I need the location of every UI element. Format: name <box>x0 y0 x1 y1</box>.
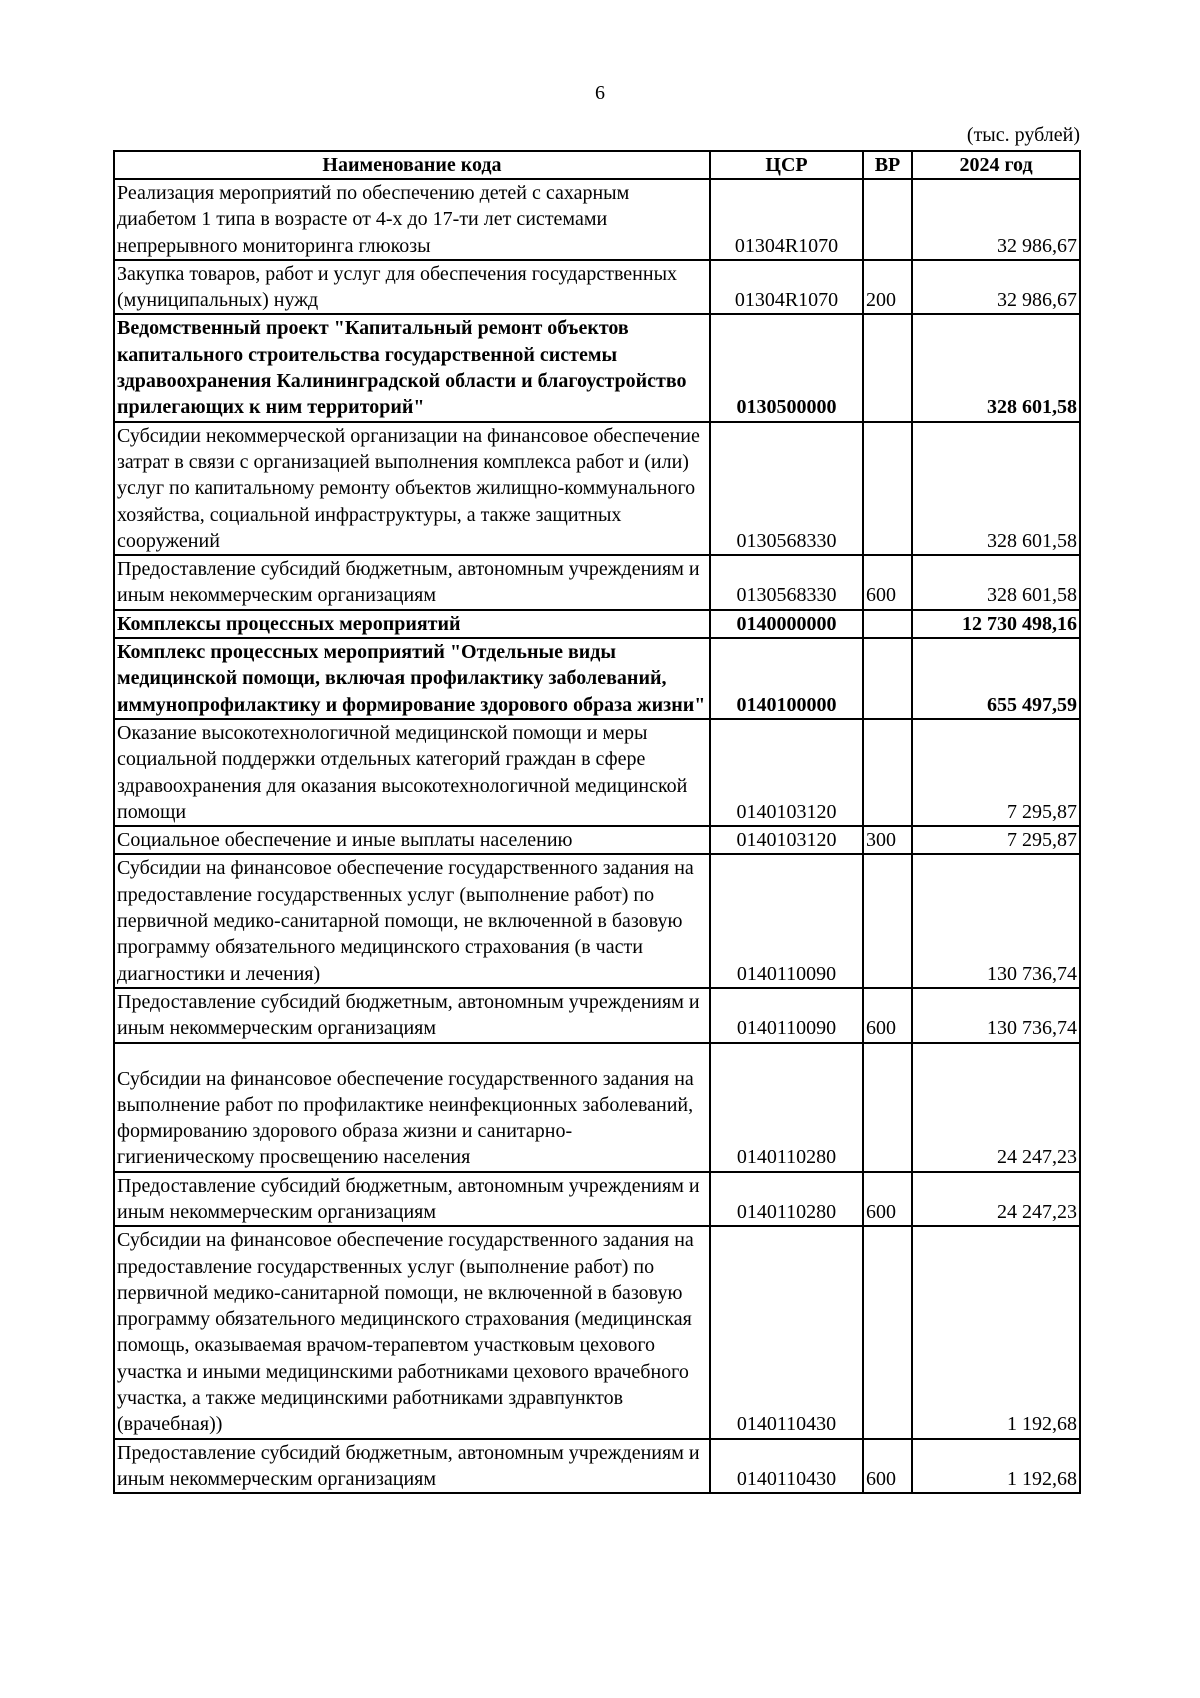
cell-vr: 600 <box>863 1172 912 1227</box>
cell-sum: 328 601,58 <box>912 422 1080 555</box>
cell-name: Социальное обеспечение и иные выплаты населению <box>114 826 710 854</box>
cell-vr: 200 <box>863 260 912 315</box>
cell-sum: 12 730 498,16 <box>912 610 1080 638</box>
table-row <box>114 260 1080 315</box>
table-header-row <box>114 151 1080 179</box>
cell-csr: 0140100000 <box>710 638 863 719</box>
cell-sum: 32 986,67 <box>912 260 1080 315</box>
header-csr: ЦСР <box>710 151 863 179</box>
cell-sum: 24 247,23 <box>912 1043 1080 1172</box>
table-row <box>114 988 1080 1043</box>
cell-name: Субсидии на финансовое обеспечение государственного задания на предоставление государственных услуг (выполнение работ) по первичной медико-санитарной помощи, не включенной в базовую программу обязательного медицинского страхования (в части диагностики и лечения) <box>114 854 710 987</box>
cell-vr: 600 <box>863 555 912 610</box>
cell-name: Предоставление субсидий бюджетным, автономным учреждениям и иным некоммерческим организациям <box>114 988 710 1043</box>
cell-name: Предоставление субсидий бюджетным, автономным учреждениям и иным некоммерческим организациям <box>114 1172 710 1227</box>
cell-csr: 0140110280 <box>710 1043 863 1172</box>
table-row <box>114 1226 1080 1438</box>
table-row <box>114 826 1080 854</box>
budget-table <box>113 150 1081 1494</box>
cell-csr: 0140110280 <box>710 1172 863 1227</box>
table-row <box>114 1043 1080 1172</box>
table-row <box>114 1172 1080 1227</box>
cell-name: Реализация мероприятий по обеспечению детей с сахарным диабетом 1 типа в возрасте от 4-х до 17-ти лет системами непрерывного мониторинга глюкозы <box>114 179 710 260</box>
cell-csr: 0140110430 <box>710 1226 863 1438</box>
cell-name: Комплексы процессных мероприятий <box>114 610 710 638</box>
cell-csr: 01304R1070 <box>710 179 863 260</box>
table-row <box>114 638 1080 719</box>
cell-vr <box>863 1226 912 1438</box>
table-row <box>114 1439 1080 1494</box>
cell-vr <box>863 179 912 260</box>
cell-name: Комплекс процессных мероприятий "Отдельные виды медицинской помощи, включая профилактику заболеваний, иммунопрофилактику и формирование здорового образа жизни" <box>114 638 710 719</box>
cell-name: Предоставление субсидий бюджетным, автономным учреждениям и иным некоммерческим организациям <box>114 555 710 610</box>
cell-vr: 300 <box>863 826 912 854</box>
cell-vr <box>863 1043 912 1172</box>
cell-csr: 0130500000 <box>710 314 863 421</box>
cell-name: Ведомственный проект "Капитальный ремонт объектов капитального строительства государственной системы здравоохранения Калининградской области и благоустройство прилегающих к ним территорий" <box>114 314 710 421</box>
cell-sum: 1 192,68 <box>912 1226 1080 1438</box>
cell-sum: 7 295,87 <box>912 826 1080 854</box>
header-sum: 2024 год <box>912 151 1080 179</box>
table-row <box>114 555 1080 610</box>
table-row <box>114 719 1080 826</box>
cell-name: Субсидии на финансовое обеспечение государственного задания на выполнение работ по профилактике неинфекционных заболеваний, формированию здорового образа жизни и санитарно-гигиеническому просвещению населения <box>114 1043 710 1172</box>
cell-sum: 328 601,58 <box>912 314 1080 421</box>
header-vr: ВР <box>863 151 912 179</box>
units-label: (тыс. рублей) <box>966 124 1080 146</box>
cell-csr: 0130568330 <box>710 422 863 555</box>
cell-csr: 0130568330 <box>710 555 863 610</box>
table-row <box>114 179 1080 260</box>
cell-vr <box>863 422 912 555</box>
cell-sum: 24 247,23 <box>912 1172 1080 1227</box>
cell-vr <box>863 638 912 719</box>
cell-csr: 0140110090 <box>710 854 863 987</box>
cell-name: Закупка товаров, работ и услуг для обеспечения государственных (муниципальных) нужд <box>114 260 710 315</box>
cell-sum: 32 986,67 <box>912 179 1080 260</box>
cell-csr: 0140110430 <box>710 1439 863 1494</box>
cell-csr: 0140000000 <box>710 610 863 638</box>
cell-csr: 0140103120 <box>710 719 863 826</box>
table-row <box>114 610 1080 638</box>
cell-vr <box>863 719 912 826</box>
cell-csr: 0140110090 <box>710 988 863 1043</box>
cell-sum: 130 736,74 <box>912 854 1080 987</box>
cell-sum: 1 192,68 <box>912 1439 1080 1494</box>
table-row <box>114 314 1080 421</box>
cell-csr: 0140103120 <box>710 826 863 854</box>
page-number: 6 <box>595 82 605 104</box>
cell-vr: 600 <box>863 1439 912 1494</box>
cell-name: Оказание высокотехнологичной медицинской помощи и меры социальной поддержки отдельных категорий граждан в сфере здравоохранения для оказания высокотехнологичной медицинской помощи <box>114 719 710 826</box>
cell-vr <box>863 610 912 638</box>
cell-name: Субсидии на финансовое обеспечение государственного задания на предоставление государственных услуг (выполнение работ) по первичной медико-санитарной помощи, не включенной в базовую программу обязательного медицинского страхования (медицинская помощь, оказываемая врачом-терапевтом участковым цехового участка и иными медицинскими работниками цехового врачебного участка, а также медицинскими работниками здравпунктов (врачебная)) <box>114 1226 710 1438</box>
cell-sum: 130 736,74 <box>912 988 1080 1043</box>
cell-name: Предоставление субсидий бюджетным, автономным учреждениям и иным некоммерческим организациям <box>114 1439 710 1494</box>
header-name: Наименование кода <box>114 151 710 179</box>
cell-sum: 655 497,59 <box>912 638 1080 719</box>
table-row <box>114 854 1080 987</box>
cell-vr <box>863 314 912 421</box>
table-row <box>114 422 1080 555</box>
cell-sum: 328 601,58 <box>912 555 1080 610</box>
cell-vr <box>863 854 912 987</box>
cell-vr: 600 <box>863 988 912 1043</box>
cell-name: Субсидии некоммерческой организации на финансовое обеспечение затрат в связи с организацией выполнения комплекса работ и (или) услуг по капитальному ремонту объектов жилищно-коммунального хозяйства, социальной инфраструктуры, а также защитных сооружений <box>114 422 710 555</box>
cell-csr: 01304R1070 <box>710 260 863 315</box>
cell-sum: 7 295,87 <box>912 719 1080 826</box>
